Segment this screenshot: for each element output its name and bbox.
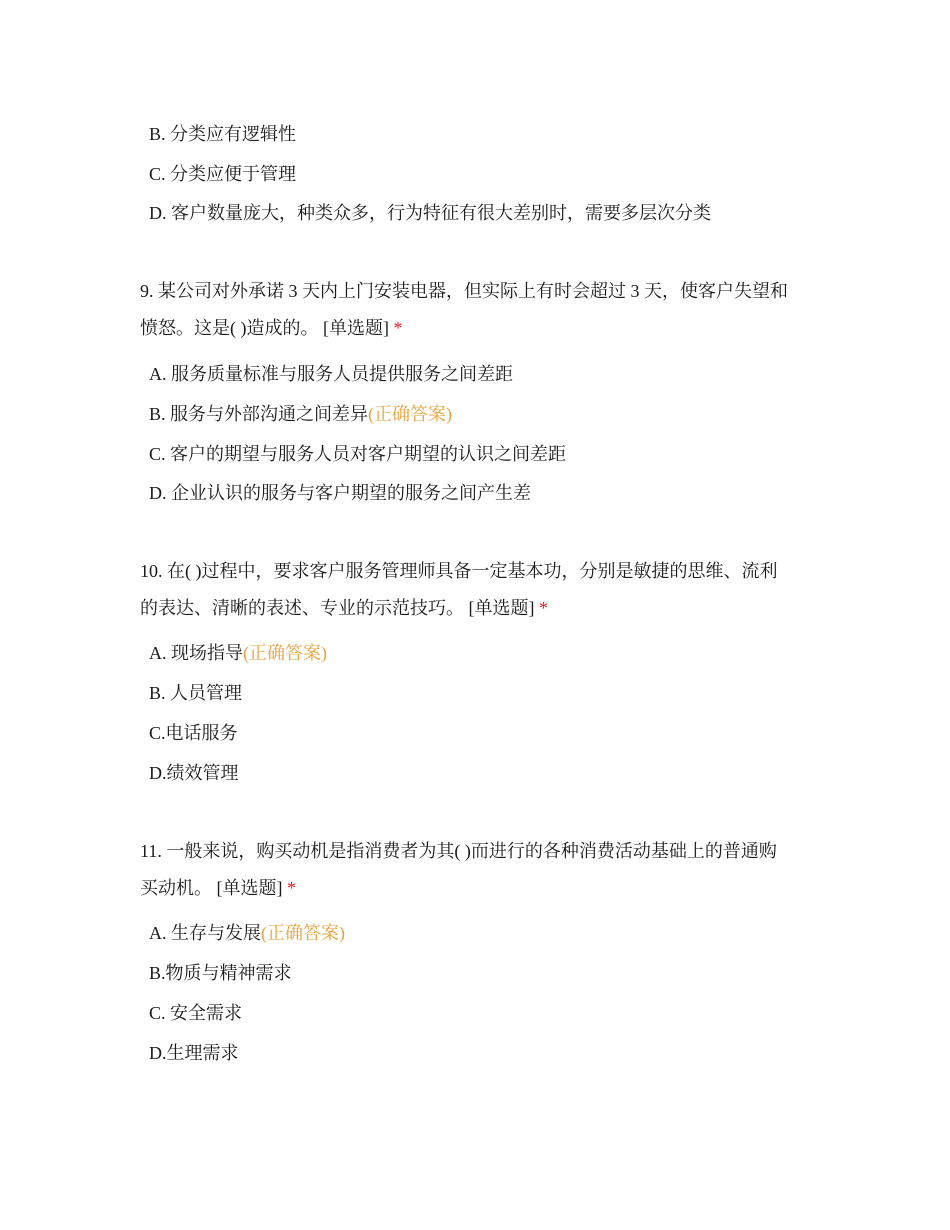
q9-title-line-1: 9. 某公司对外承诺 3 天内上门安装电器，但实际上有时会超过 3 天，使客户失望和 xyxy=(140,281,788,301)
q9-title-line-2 xyxy=(140,316,403,340)
question-text: 愤怒。这是( )造成的。 xyxy=(140,318,319,338)
required-mark: * xyxy=(539,598,548,618)
q11-option-d xyxy=(149,1041,239,1065)
option-text: A. 生存与发展 xyxy=(149,923,261,943)
question-type-label: [单选题] xyxy=(468,598,535,618)
q9-option-b xyxy=(149,402,452,426)
question-text: 买动机。 xyxy=(140,878,212,898)
q10-title-line-1: 10. 在( )过程中，要求客户服务管理师具备一定基本功，分别是敏捷的思维、流利 xyxy=(140,561,778,581)
question-type-label: [单选题] xyxy=(216,878,283,898)
option-text: C. 安全需求 xyxy=(149,1003,243,1023)
q10-title-line-2 xyxy=(140,596,548,620)
q8-option-b xyxy=(149,122,296,146)
q11-option-b xyxy=(149,961,292,985)
q10-option-c xyxy=(149,721,238,745)
option-text: B.物质与精神需求 xyxy=(149,963,292,983)
option-text: A. 服务质量标准与服务人员提供服务之间差距 xyxy=(149,364,513,384)
q11-title-line-1: 11. 一般来说，购买动机是指消费者为其( )而进行的各种消费活动基础上的普通购 xyxy=(140,841,777,861)
question-text: 的表达、清晰的表述、专业的示范技巧。 xyxy=(140,598,464,618)
option-text: B. 人员管理 xyxy=(149,683,243,703)
q10-option-d xyxy=(149,761,239,785)
q11-title-line-2 xyxy=(140,876,296,900)
option-text: A. 现场指导 xyxy=(149,643,243,663)
option-text: B. 分类应有逻辑性 xyxy=(149,124,297,144)
option-text: B. 服务与外部沟通之间差异 xyxy=(149,404,369,424)
option-text: D.生理需求 xyxy=(149,1043,239,1063)
q11-option-c xyxy=(149,1001,242,1025)
q9-option-d xyxy=(149,481,531,505)
required-mark: * xyxy=(393,318,403,338)
q11-option-a xyxy=(149,921,345,945)
option-text: C. 分类应便于管理 xyxy=(149,164,297,184)
q8-option-d xyxy=(149,201,711,225)
correct-answer-tag: (正确答案) xyxy=(261,923,345,943)
q9-option-a xyxy=(149,362,513,386)
q8-option-c xyxy=(149,162,296,186)
required-mark: * xyxy=(287,878,296,898)
q10-option-b xyxy=(149,681,242,705)
option-text: D. 客户数量庞大，种类众多，行为特征有很大差别时，需要多层次分类 xyxy=(149,203,711,223)
option-text: C. 客户的期望与服务人员对客户期望的认识之间差距 xyxy=(149,444,567,464)
question-type-label: [单选题] xyxy=(323,318,389,338)
correct-answer-tag: (正确答案) xyxy=(243,643,327,663)
q9-option-c xyxy=(149,442,566,466)
q10-option-a xyxy=(149,641,327,665)
option-text: D. 企业认识的服务与客户期望的服务之间产生差 xyxy=(149,483,531,503)
correct-answer-tag: (正确答案) xyxy=(368,404,453,424)
option-text: D.绩效管理 xyxy=(149,763,239,783)
option-text: C.电话服务 xyxy=(149,723,238,743)
